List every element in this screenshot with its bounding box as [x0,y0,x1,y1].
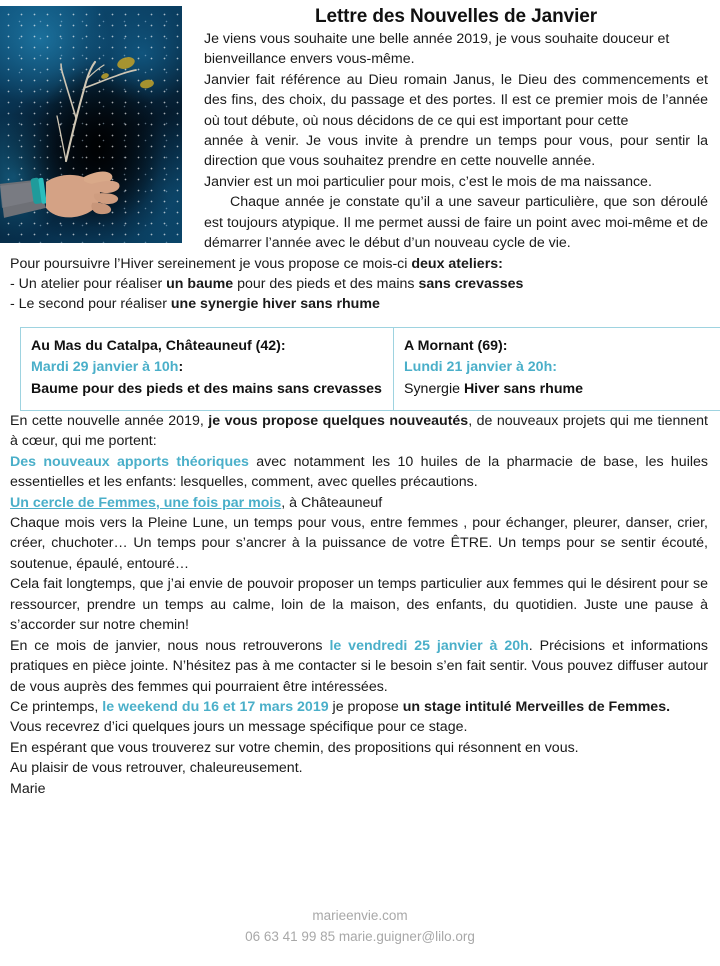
mornant-date: Lundi 21 janvier à 20h: [404,357,720,378]
intro-paragraph-1: Je viens vous souhaite une belle année 2019, je vous souhaite douceur et bienveillance envers vous-même. [10,29,708,70]
printemps-date: le weekend du 16 et 17 mars 2019 [102,699,328,715]
mornant-description [404,379,720,400]
bullet1-part-a: - Un atelier pour réaliser [10,276,166,292]
cercle-heading: Un cercle de Femmes, une fois par mois [10,495,281,511]
bullet1-part-c: pour des pieds et des mains [233,276,418,292]
printemps-b: je propose [329,699,403,715]
intro-paragraph-3: année à venir. Je vous invite à prendre un temps pour vous, pour sentir la direction que vous souhaitez prendre en cette nouvelle année. [10,131,708,172]
signature: Marie [10,779,708,799]
newsletter-page [0,6,720,966]
printemps-bold: un stage intitulé Merveilles de Femmes. [403,699,670,715]
table-row [21,327,720,410]
closing-line-1: En espérant que vous trouverez sur votre chemin, des propositions qui résonnent en vous. [10,738,708,758]
catalpa-date-line [31,357,383,378]
intro-paragraph-5: Chaque année je constate qu’il a une saveur particulière, que son déroulé est toujours atypique. Il me permet aussi de faire un point avec moi-même et de démarrer l’année avec le début d’un nouveau cycle de vie. [10,192,708,253]
hero-photo [0,6,182,243]
bullet1-part-d: sans crevasses [418,276,523,292]
cercle-p3-a: En ce mois de janvier, nous nous retrouverons [10,638,329,654]
nouveautes-intro-a: En cette nouvelle année 2019, [10,413,208,429]
intro-paragraph-2: Janvier fait référence au Dieu romain Janus, le Dieu des commencements et des fins, des choix, du passage et des portes. Il est ce premier mois de l’année où tout débute, où nous décidons de ce qui est important pour cette [10,70,708,131]
ateliers-lead [10,254,708,274]
cercle-paragraph-1: Chaque mois vers la Pleine Lune, un temps pour vous, entre femmes , pour échanger, pleurer, danser, crier, créer, chuchoter… Un temps pour s’ancrer à la puissance de votre ÊTRE. Un temps pour se sentir écouté, soutenue, épaulé, entouré… [10,513,708,574]
footer [0,906,720,948]
mornant-place: A Mornant (69): [404,336,720,357]
page-title: Lettre des Nouvelles de Janvier [10,6,708,29]
ateliers-lead-text: Pour poursuivre l’Hiver sereinement je vous propose ce mois-ci [10,256,411,272]
catalpa-date: Mardi 29 janvier à 10h [31,359,178,375]
cercle-p3-b: . Précisions et informations pratiques en pièce jointe. N’hésitez pas à me contacter si le besoin s’en fait sentir. Vous pouvez diffuser autour de vous auprès des femmes qui pourraient être intéressées. [10,638,708,695]
nouveautes-intro [10,411,708,452]
ateliers-lead-bold: deux ateliers: [411,256,502,272]
mornant-desc-bold: Hiver sans rhume [464,381,583,397]
cercle-date: le vendredi 25 janvier à 20h [329,638,528,654]
printemps-a: Ce printemps, [10,699,102,715]
ateliers-bullet-2 [10,294,708,314]
printemps-followup: Vous recevrez d’ici quelques jours un message spécifique pour ce stage. [10,717,708,737]
footer-website: marieenvie.com [0,906,720,927]
ateliers-table [20,327,720,411]
catalpa-description: Baume pour des pieds et des mains sans crevasses [31,379,383,400]
closing-line-2: Au plaisir de vous retrouver, chaleureusement. [10,758,708,778]
apports-theoriques-text: avec notamment les 10 huiles de la pharmacie de base, les huiles essentielles et les enfants: lesquelles, comment, avec quelles précautions. [10,454,708,490]
table-cell-mornant [394,327,720,410]
catalpa-place: Au Mas du Catalpa, Châteauneuf (42): [31,336,383,357]
intro-paragraph-4: Janvier est un moi particulier pour mois, c’est le mois de ma naissance. [10,172,708,192]
printemps-paragraph [10,697,708,717]
hand-photo-element [0,148,182,243]
apports-theoriques-heading: Des nouveaux apports théoriques [10,454,249,470]
apports-theoriques-paragraph [10,452,708,493]
ateliers-bullet-1 [10,274,708,294]
catalpa-date-colon: : [178,359,183,375]
bullet2-part-b: une synergie hiver sans rhume [171,296,380,312]
bullet2-part-a: - Le second pour réaliser [10,296,171,312]
nouveautes-intro-c: , de nouveaux projets qui me tiennent à cœur, qui me portent: [10,413,708,449]
footer-contact: 06 63 41 99 85 marie.guigner@lilo.org [0,927,720,948]
mornant-desc-prefix: Synergie [404,381,464,397]
bullet1-part-b: un baume [166,276,233,292]
cercle-heading-tail: , à Châteauneuf [281,495,382,511]
cercle-paragraph-3 [10,636,708,697]
nouveautes-intro-bold: je vous propose quelques nouveautés [208,413,468,429]
table-cell-catalpa [21,327,394,410]
cercle-paragraph-2: Cela fait longtemps, que j’ai envie de pouvoir proposer un temps particulier aux femmes qui le désirent pour se ressourcer, prendre un temps au calme, loin de la maison, des enfants, du quotidien. Juste une pause à s’accorder sur notre chemin! [10,574,708,635]
cercle-heading-line [10,493,708,513]
